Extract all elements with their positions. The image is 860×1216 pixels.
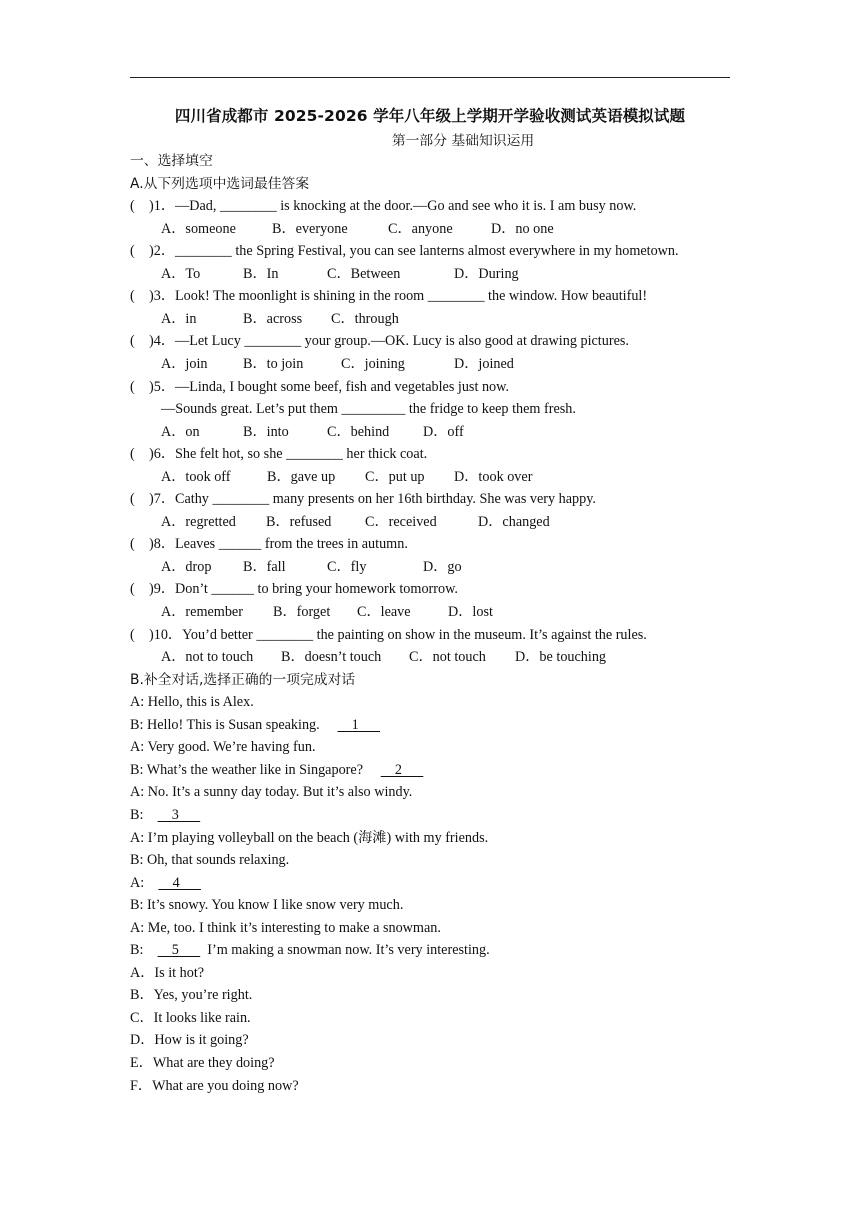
option-choice[interactable]: C．fly [327,558,367,575]
option-choice[interactable]: D．off [423,423,464,440]
dialogue-text: Hello! This is Susan speaking. [146,716,320,733]
options-line [161,512,721,532]
dialogue-speaker: B: [130,806,144,823]
dialogue-choice: E．What are they doing? [130,1055,275,1071]
question-line [130,286,647,306]
question-number: )8． [149,536,176,553]
option-choice[interactable]: A．not to touch [161,649,254,666]
answer-paren[interactable]: ( [130,243,135,260]
dialogue-blank[interactable]: 4 [158,874,201,891]
question-line [130,241,679,261]
options-line [161,422,721,442]
dialogue-text: What’s the weather like in Singapore? [146,761,363,778]
question-number: )7． [149,491,176,508]
dialogue-line [130,873,201,893]
dialogue-line [130,805,200,825]
question-line [130,489,596,509]
answer-paren[interactable]: ( [130,288,135,305]
dialogue-line [130,940,490,960]
question-text: —Let Lucy ________ your group.—OK. Lucy is also good at drawing pictures. [175,333,629,350]
option-choice[interactable]: D．be touching [515,649,607,666]
dialogue-blank[interactable]: 2 [380,761,424,778]
question-text: —Dad, ________ is knocking at the door.—Go and see who it is. I am busy now. [175,198,637,215]
option-choice[interactable]: C．received [365,513,437,530]
option-choice[interactable]: B．forget [273,604,331,620]
option-choice[interactable]: D．took over [454,468,533,485]
option-choice[interactable]: A．join [161,355,208,372]
header-rule [130,77,730,78]
options-line [161,219,721,239]
question-number: )9． [149,581,176,598]
option-choice[interactable]: D．go [423,558,462,575]
answer-paren[interactable]: ( [130,536,135,553]
dialogue-blank[interactable]: 3 [157,806,201,823]
option-choice[interactable]: B．refused [266,513,332,530]
option-choice[interactable]: B．gave up [267,468,336,485]
dialogue-line [130,715,380,735]
dialogue-choice: C．It looks like rain. [130,1009,251,1026]
option-choice[interactable]: A．someone [161,220,236,237]
dialogue-text: Very good. We’re having fun. [147,739,316,756]
answer-paren[interactable]: ( [130,198,135,215]
dialogue-speaker: A: [130,829,145,846]
dialogue-choice: F．What are you doing now? [130,1077,299,1094]
dialogue-speaker: B: [130,761,144,778]
question-text-continued: —Sounds great. Let’s put them _________ the fridge to keep them fresh. [161,401,576,418]
subsection-a-heading: A.从下列选项中选词最佳答案 [130,175,310,192]
dialogue-speaker: A: [130,874,145,891]
option-choice[interactable]: D．During [454,265,519,282]
question-text: Don’t ______ to bring your homework tomorrow. [175,581,458,598]
options-line [161,354,721,374]
dialogue-choice: D．How is it going? [130,1032,249,1049]
dialogue-line [130,737,316,757]
option-choice[interactable]: A．regretted [161,513,236,530]
question-number: )3． [149,288,176,305]
subsection-b-heading: B.补全对话,选择正确的一项完成对话 [130,671,356,688]
dialogue-line [130,918,441,938]
options-line [161,309,721,329]
question-line [130,377,509,397]
part-heading: 第一部分 基础知识运用 [391,133,535,149]
option-choice[interactable]: C．behind [327,423,390,440]
question-number: )1． [149,198,176,215]
question-text: —Linda, I bought some beef, fish and vegetables just now. [175,378,510,395]
option-choice[interactable]: D．changed [478,513,550,530]
answer-paren[interactable]: ( [130,446,135,463]
question-line [130,196,636,216]
option-choice[interactable]: A．remember [161,604,243,620]
question-line [130,331,629,351]
dialogue-line [130,850,289,870]
question-text: Leaves ______ from the trees in autumn. [175,536,408,553]
dialogue-speaker: A: [130,919,145,936]
question-number: )5． [149,378,176,395]
option-choice[interactable]: B．In [243,265,279,282]
option-choice[interactable]: B．doesn’t touch [281,649,382,666]
dialogue-speaker: A: [130,694,145,711]
option-choice[interactable]: A．To [161,265,201,282]
option-choice[interactable]: B．across [243,310,303,327]
option-choice[interactable]: D．joined [454,355,514,372]
option-choice[interactable]: A．drop [161,558,212,575]
options-line [161,467,721,487]
option-choice[interactable]: B．everyone [272,220,348,237]
question-text: Cathy ________ many presents on her 16th birthday. She was very happy. [175,491,596,508]
dialogue-choice: B．Yes, you’re right. [130,987,253,1004]
dialogue-text-after: I’m making a snowman now. It’s very interesting. [207,942,490,959]
dialogue-speaker: B: [130,942,144,959]
question-text: ________ the Spring Festival, you can see lanterns almost everywhere in my hometown. [175,243,679,260]
dialogue-speaker: B: [130,716,144,733]
option-choice[interactable]: A．on [161,423,200,440]
option-choice[interactable]: C．joining [341,355,405,372]
question-text: You’d better ________ the painting on show in the museum. It’s against the rules. [182,626,647,643]
question-line [130,534,408,554]
question-line [130,625,647,645]
option-choice[interactable]: B．to join [243,355,304,372]
option-choice[interactable]: B．fall [243,558,286,575]
option-choice[interactable]: C．leave [357,604,411,620]
dialogue-blank[interactable]: 5 [157,942,201,959]
option-choice[interactable]: B．into [243,423,289,440]
section-heading: 一、选择填空 [130,153,213,169]
option-choice[interactable]: C．anyone [388,220,453,237]
dialogue-text: It’s snowy. You know I like snow very much. [146,897,404,914]
option-choice[interactable]: C．not touch [409,649,486,666]
question-number: )2． [149,243,176,260]
dialogue-line [130,692,254,712]
option-choice[interactable]: A．in [161,310,197,327]
option-choice[interactable]: C．through [331,310,399,327]
dialogue-choice: A．Is it hot? [130,964,205,981]
question-number: )6． [149,446,176,463]
answer-paren[interactable]: ( [130,626,135,643]
option-choice[interactable]: C．Between [327,265,401,282]
dialogue-line [130,828,488,848]
option-choice[interactable]: A．took off [161,468,231,485]
dialogue-line [130,895,403,915]
question-text: She felt hot, so she ________ her thick coat. [175,446,428,463]
question-number: )10． [149,626,183,643]
dialogue-speaker: B: [130,852,144,869]
option-choice[interactable]: D．no one [491,220,554,237]
dialogue-speaker: A: [130,784,145,801]
question-line [130,444,427,464]
options-line [161,264,721,284]
question-line [130,579,458,599]
dialogue-text: No. It’s a sunny day today. But it’s also windy. [147,784,413,801]
dialogue-speaker: A: [130,739,145,756]
dialogue-line [130,760,423,780]
dialogue-text: I’m playing volleyball on the beach (海滩) with my friends. [147,829,489,846]
option-choice[interactable]: C．put up [365,468,425,485]
dialogue-text: Hello, this is Alex. [147,694,254,711]
dialogue-speaker: B: [130,897,144,914]
option-choice[interactable]: D．lost [448,604,493,620]
page-title: 四川省成都市 2025-2026 学年八年级上学期开学验收测试英语模拟试题 [174,107,686,125]
dialogue-text: Me, too. I think it’s interesting to make a snowman. [147,919,441,936]
question-number: )4． [149,333,176,350]
dialogue-text: Oh, that sounds relaxing. [146,852,290,869]
answer-paren[interactable]: ( [130,491,135,508]
options-line [161,557,721,577]
dialogue-blank[interactable]: 1 [337,716,380,733]
options-line [161,647,721,667]
dialogue-line [130,782,412,802]
answer-paren[interactable]: ( [130,378,135,395]
options-line [161,602,721,622]
answer-paren[interactable]: ( [130,581,135,598]
answer-paren[interactable]: ( [130,333,135,350]
question-text: Look! The moonlight is shining in the room ________ the window. How beautiful! [175,288,648,305]
